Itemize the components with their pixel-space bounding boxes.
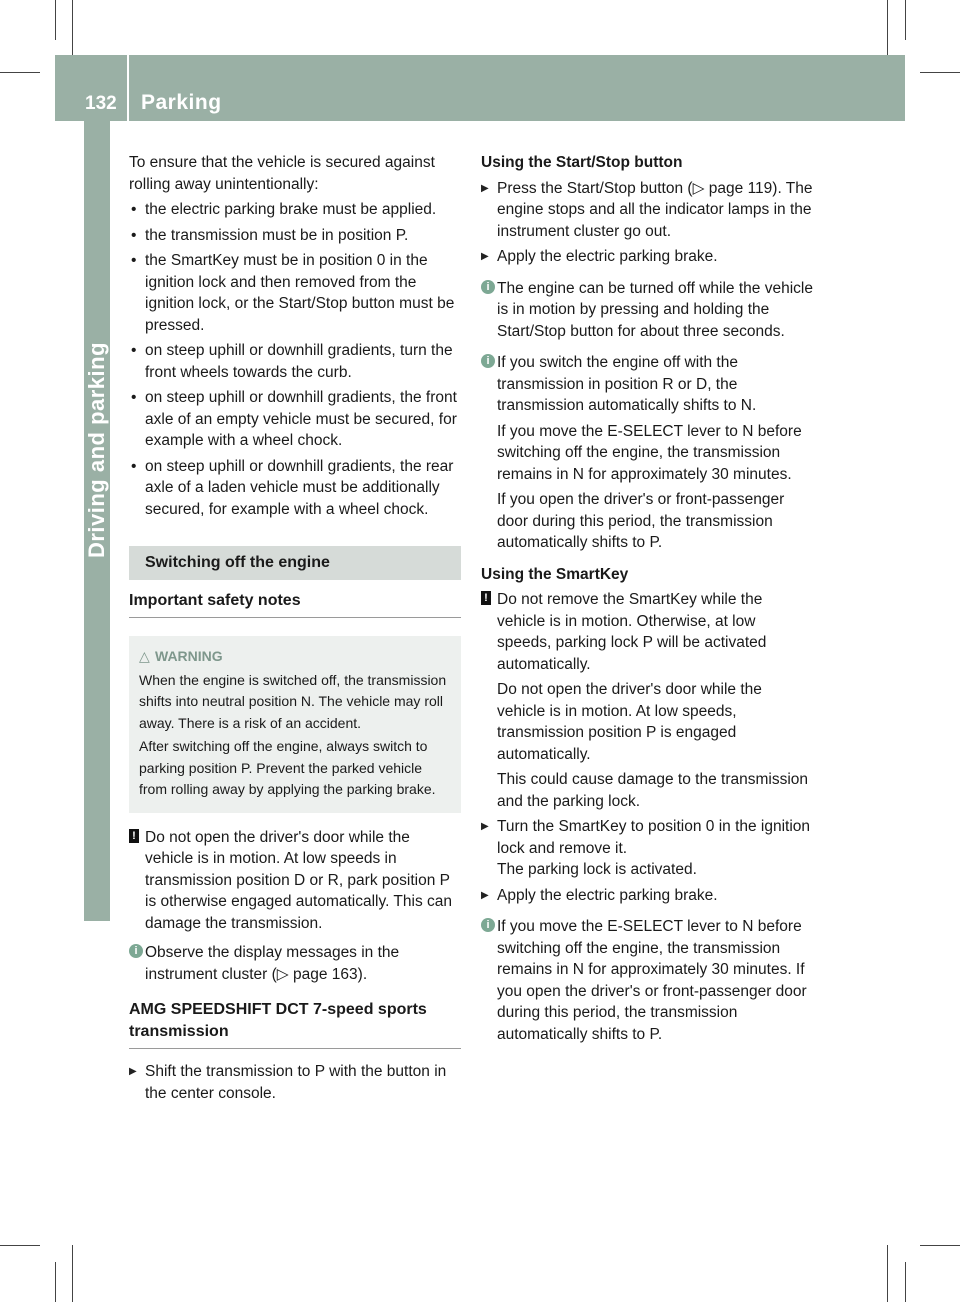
info-text: If you open the driver's or front-passenger door during this period, the transmission automatically shifts to P.	[497, 491, 785, 551]
caution-icon: !	[129, 829, 139, 843]
crop-mark	[887, 1245, 888, 1302]
section-title: Switching off the engine	[129, 546, 461, 580]
side-tab	[84, 121, 110, 221]
side-label: Driving and parking	[84, 341, 109, 559]
warning-text: When the engine is switched off, the transmission shifts into neutral position N. The vehicle may roll away. There is a risk of an accident.	[139, 671, 447, 731]
crop-mark	[905, 0, 906, 40]
crop-mark	[905, 1262, 906, 1302]
crop-mark	[920, 72, 960, 73]
header-divider	[127, 55, 129, 121]
list-item: • on steep uphill or downhill gradients, turn the front wheels towards the curb.	[129, 340, 461, 383]
list-item: • the SmartKey must be in position 0 in the ignition lock and then removed from the ignition lock, or the Start/Stop button must be pressed.	[129, 250, 461, 336]
crop-mark	[55, 0, 56, 40]
info-icon: i	[481, 354, 495, 368]
crop-mark	[0, 72, 40, 73]
list-item: • the electric parking brake must be applied.	[129, 199, 461, 221]
crop-mark	[920, 1245, 960, 1246]
info-icon: i	[481, 280, 495, 294]
info-note: i If you move the E-SELECT lever to N before switching off the engine, the transmission remains in N for approximately 30 minutes. If you open the driver's or front-passenger door during this period, the transmission automatically shifts to P.	[481, 916, 813, 1045]
crop-mark	[887, 0, 888, 55]
info-icon: i	[129, 944, 143, 958]
crop-mark	[0, 1245, 40, 1246]
subsection-title: Using the Start/Stop button	[481, 154, 683, 171]
step-item: ▶ Turn the SmartKey to position 0 in the ignition lock and remove it.	[481, 816, 813, 859]
subsection-title: AMG SPEEDSHIFT DCT 7-speed sports transmission	[129, 999, 461, 1049]
subsection-title: Important safety notes	[129, 590, 461, 619]
list-item: • on steep uphill or downhill gradients, the front axle of an empty vehicle must be secured, for example with a wheel chock.	[129, 387, 461, 452]
crop-mark	[72, 1245, 73, 1302]
caution-text: This could cause damage to the transmission and the parking lock.	[497, 771, 809, 810]
warning-text: After switching off the engine, always switch to parking position P. Prevent the parked vehicle from rolling away by applying the parking brake.	[139, 738, 436, 797]
warning-label: △ WARNING	[155, 646, 451, 668]
crop-mark	[55, 1262, 56, 1302]
subsection-title: Using the SmartKey	[481, 565, 629, 583]
info-icon: i	[481, 918, 495, 932]
caution-note: ! Do not open the driver's door while the vehicle is in motion. At low speeds in transmission position D or R, park position P is otherwise engaged automatically. This can damage the transmission.	[129, 827, 461, 935]
right-column	[481, 152, 813, 1049]
step-item: ▶ Apply the electric parking brake.	[481, 246, 813, 268]
caution-note: ! Do not remove the SmartKey while the vehicle is in motion. Otherwise, at low speeds, parking lock P will be activated automatically.	[481, 589, 813, 675]
info-note: i Observe the display messages in the instrument cluster (▷ page 163).	[129, 942, 461, 985]
list-item: • the transmission must be in position P.	[129, 225, 461, 247]
page-title: Parking	[141, 91, 222, 114]
warning-box	[129, 636, 461, 813]
info-note: i The engine can be turned off while the vehicle is in motion by pressing and holding the Start/Stop button for about three seconds.	[481, 278, 813, 343]
step-item: ▶ Apply the electric parking brake.	[481, 885, 813, 907]
step-item: ▶ Press the Start/Stop button (▷ page 119). The engine stops and all the indicator lamps in the instrument cluster go out.	[481, 178, 813, 243]
info-text: If you move the E-SELECT lever to N before switching off the engine, the transmission remains in N for approximately 30 minutes.	[497, 422, 802, 483]
step-result: The parking lock is activated.	[497, 861, 697, 878]
page-header	[55, 55, 905, 121]
crop-mark	[72, 0, 73, 55]
caution-icon: !	[481, 591, 491, 605]
left-column	[129, 152, 461, 1108]
list-item: • on steep uphill or downhill gradients, the rear axle of a laden vehicle must be additionally secured, for example with a wheel chock.	[129, 456, 461, 521]
caution-text: Do not open the driver's door while the vehicle is in motion. At low speeds, transmission position P is engaged automatically.	[497, 681, 762, 763]
page-number: 132	[85, 93, 117, 114]
intro-text: To ensure that the vehicle is secured against rolling away unintentionally:	[129, 154, 435, 193]
step-item: ▶ Shift the transmission to P with the button in the center console.	[129, 1061, 461, 1104]
info-note: i If you switch the engine off with the transmission in position R or D, the transmission automatically shifts to N.	[481, 352, 813, 417]
